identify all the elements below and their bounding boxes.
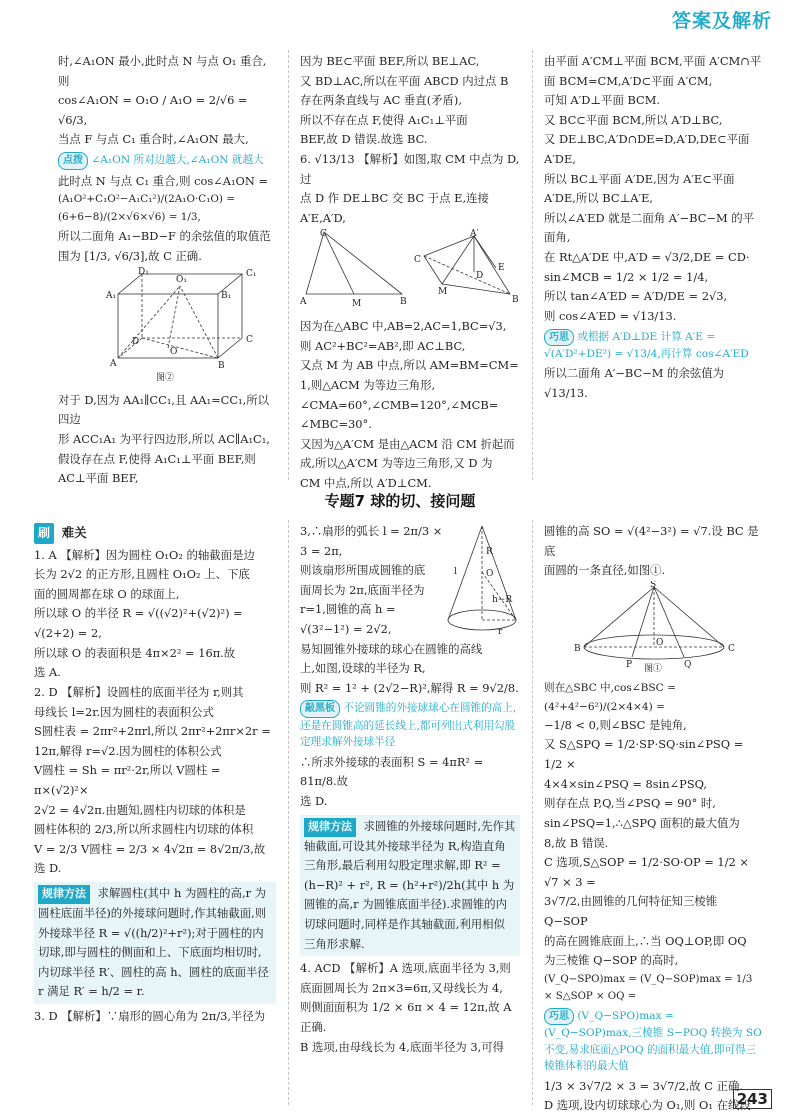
text-line: 又 BD⊥AC,所以在平面 ABCD 内过点 B [300, 73, 509, 88]
text-line: 8,故 B 错误. [544, 835, 609, 850]
text-line: 面 BCM=CM,A′D⊂平面 A′CM, [544, 73, 713, 88]
text-line: 围为 [1/3, √6/3],故 C 正确. [58, 248, 202, 263]
text-line: 为三棱锥 Q−SOP 的高时, [544, 953, 679, 968]
figure-label: C [728, 643, 735, 654]
figure-label: B [218, 361, 225, 372]
top-column-2 [300, 52, 520, 494]
text-line: 则 cos∠A′ED = √13/13. [544, 308, 677, 323]
figure-label: S [650, 580, 657, 590]
text-line: 4×4×sin∠PSQ = 8sin∠PSQ, [544, 776, 708, 791]
figure-label: h−R [492, 595, 513, 605]
text-line: 所以球 O 的表面积是 4π×2² = 16π.故 [34, 645, 236, 660]
text-line: 所以球 O 的半径 R = √((√2)²+(√2)²) = [34, 606, 243, 621]
text-line: BEF,故 D 错误.故选 BC. [300, 132, 428, 147]
text-line: C 选项,S△SOP = 1/2·SO·OP = 1/2 × √7 × 3 = [544, 855, 749, 889]
text-line: 成,所以△A′CM 为等边三角形,又 D 为 [300, 456, 493, 471]
figure-label: O [486, 569, 494, 579]
text-line: 选 A. [34, 665, 61, 680]
rule-box [34, 882, 276, 1004]
text-line: 3. D 【解析】∵扇形的圆心角为 2π/3,半径为 [34, 1008, 266, 1023]
text-line: 2√2 = 4√2π.由题知,圆柱内切球的体积是 [34, 802, 246, 817]
text-line: 则存在点 P,Q,当∠PSQ = 90° 时, [544, 796, 716, 811]
figure-label: D₁ [138, 267, 149, 278]
cone-figure-1 [544, 581, 764, 673]
tip-badge: 巧思 [544, 1008, 574, 1026]
text-line: 3,∴扇形的弧长 l = 2π/3 × [300, 524, 443, 538]
rule-badge: 规律方法 [38, 885, 90, 904]
text-line: 由平面 A′CM⊥平面 BCM,平面 A′CM∩平 [544, 54, 762, 68]
difficulty-header [34, 522, 276, 544]
figure-label: R [486, 547, 493, 557]
text-line: 的高在圆锥底面上,∴当 OQ⊥OP,即 OQ [544, 933, 747, 948]
text-line: 3√7/2,由圆锥的几何特征知三棱锥 Q−SOP [544, 894, 718, 928]
tip-badge: 点拨 [58, 152, 88, 170]
text-line: D 选项,设内切球球心为 O₁,则 O₁ 在线段 [544, 1098, 751, 1113]
lower-column-3 [544, 522, 764, 1116]
figure-label: A [300, 297, 307, 308]
text-line: √(3²−1²) = 2√2, [300, 622, 392, 637]
text-line: sin∠PSQ=1,∴△SPQ 面积的最大值为 [544, 815, 740, 830]
tip-text: ∠A₁ON 所对边越大,∠A₁ON 就越大 [91, 154, 264, 167]
text-line: 3 = 2π, [300, 543, 343, 558]
top-column-1 [58, 52, 276, 489]
text-line: 1. A 【解析】因为圆柱 O₁O₂ 的轴截面是边 [34, 547, 255, 562]
column-divider [532, 50, 533, 480]
text-line: 所以 BC⊥平面 A′DE,因为 A′E⊂平面 [544, 171, 735, 186]
figure-caption: 图① [644, 663, 663, 673]
lower-column-1 [34, 522, 276, 1027]
text-line: 又 BC⊂平面 BCM,所以 A′D⊥BC, [544, 112, 723, 127]
text-line: ∴所求外接球的表面积 S = 4πR² = 81π/8.故 [300, 754, 484, 789]
figure-label: D [476, 271, 484, 282]
text-line: −1/8 < 0,则∠BSC 是钝角, [544, 717, 687, 732]
text-line: 易知圆锥外接球的球心在圆锥的高线 [300, 641, 483, 656]
page-number: 243 [733, 1089, 772, 1109]
figure-label: Q [684, 659, 692, 670]
page-header-title: 答案及解析 [671, 10, 772, 32]
text-line: AC⊥平面 BEF, [58, 471, 139, 486]
text-line: 选 D. [300, 794, 328, 809]
text-line: 形 ACC₁A₁ 为平行四边形,所以 AC∥A₁C₁, [58, 431, 270, 446]
figure-label: C [320, 229, 327, 240]
top-column-3 [544, 52, 764, 404]
column-divider [532, 520, 533, 1105]
text-line: r=1,圆锥的高 h = [300, 602, 396, 617]
fold-figure [300, 228, 520, 310]
text-line: 又因为△A′CM 是由△ACM 沿 CM 折起而 [300, 436, 515, 451]
text-line: 1,则△ACM 为等边三角形, [300, 377, 436, 392]
figure-label: A′ [470, 229, 479, 240]
text-line: 所以二面角 A′−BC−M 的余弦值为 √13/13. [544, 366, 725, 401]
text-line: 所以不存在点 F,使得 A₁C₁⊥平面 [300, 112, 468, 127]
text-line: 此时点 N 与点 C₁ 重合,则 cos∠A₁ON = [58, 173, 268, 188]
text-line: √(2+2) = 2, [34, 626, 102, 641]
text-line: 因为 BE⊂平面 BEF,所以 BE⊥AC, [300, 54, 480, 68]
text-line: V圆柱 = Sh = πr²·2r,所以 V圆柱 = π×(√2)²× [34, 763, 221, 797]
text-line: 对于 D,因为 AA₁∥CC₁,且 AA₁=CC₁,所以四边 [58, 392, 270, 427]
text-line: 1/3 × 3√7/2 × 3 = 3√7/2,故 C 正确. [544, 1078, 743, 1093]
text-line: S圆柱表 = 2πr²+2πrl,所以 2πr²+2πr×2r = [34, 724, 271, 739]
text-line: 6. √13/13 【解析】如图,取 CM 中点为 D,过 [300, 152, 520, 186]
text-line: 因为在△ABC 中,AB=2,AC=1,BC=√3, [300, 319, 507, 334]
figure-label: B [574, 643, 581, 654]
figure-label: r [498, 627, 503, 637]
text-line: A′DE, [544, 152, 576, 167]
text-line: B 选项,由母线长为 4,底面半径为 3,可得 [300, 1039, 505, 1054]
figure-label: B₁ [221, 291, 232, 302]
figure-label: A [110, 359, 117, 370]
figure-label: O₁ [176, 275, 187, 286]
text-line: 又 S△SPQ = 1/2·SP·SQ·sin∠PSQ = 1/2 × [544, 737, 744, 772]
tip-note [544, 1008, 764, 1075]
text-line: 所以二面角 A₁−BD−F 的余弦值的取值范 [58, 228, 271, 243]
text-line: 上,如图,设球的半径为 R, [300, 661, 426, 676]
text-line: 在 Rt△A′DE 中,A′D = √3/2,DE = CD· [544, 250, 750, 265]
cone-figure [442, 522, 524, 640]
column-divider [288, 520, 289, 1105]
figure-label: P [626, 659, 633, 670]
text-line: 则该扇形所围成圆锥的底 [300, 563, 426, 578]
text-line: 长为 2√2 的正方形,且圆柱 O₁O₂ 上、下底 [34, 567, 250, 582]
tip-badge: 巧思 [544, 329, 574, 347]
text-line: 则侧面面积为 1/2 × 6π × 4 = 12π,故 A 正确. [300, 1000, 512, 1035]
text-line: 假设存在点 F,使得 A₁C₁⊥平面 BEF,则 [58, 451, 256, 466]
tip-text: 或根据 A′D⊥DE 计算 A′E = √(A′D²+DE²) = √13/4,再计算 cos∠A′ED [544, 330, 749, 361]
text-line: (V_Q−SPO)max = (V_Q−SOP)max = 1/3 × S△SOP × OQ = [544, 973, 753, 1003]
figure-label: B [512, 295, 519, 306]
lower-column-2 [300, 522, 520, 1057]
figure-label: B [400, 297, 407, 308]
text-line: 圆锥的高 SO = √(4²−3²) = √7.设 BC 是底 [544, 524, 759, 558]
figure-label: l [454, 567, 457, 577]
figure-label: C [414, 255, 421, 266]
cone-block [300, 522, 520, 640]
text-line: 又点 M 为 AB 中点,所以 AM=BM=CM= [300, 358, 519, 373]
section-title: 专题7 球的切、接问题 [324, 492, 476, 510]
rule-text: 求解圆柱(其中 h 为圆柱的高,r 为圆柱底面半径)的外接球问题时,作其轴截面,则外接球半径 R = √((h/2)²+r²);对于圆柱的内切球,即与圆柱的侧面和上、下底面均相切时,内切球半径 R′、圆柱的高 h、圆柱的底面半径 r 满足 R′ = h/2 = r. [38, 885, 269, 999]
text-line: 所以 tan∠A′ED = A′D/DE = 2√3, [544, 289, 728, 304]
text-line: CM 中点,所以 A′D⊥CM. [300, 475, 432, 490]
rule-box [300, 815, 520, 957]
figure-label: O [656, 637, 664, 648]
cube-figure [58, 266, 276, 384]
text-line: 时,∠A₁ON 最小,此时点 N 与点 O₁ 重合,则 [58, 54, 267, 88]
text-line: 面的圆周都在球 O 的球面上, [34, 586, 180, 601]
text-line: 所以∠A′ED 就是二面角 A′−BC−M 的平 [544, 210, 755, 225]
text-line: 面角, [544, 230, 571, 245]
text-line: ∠MBC=30°. [300, 417, 372, 432]
text-line: 4. ACD 【解析】A 选项,底面半径为 3,则 [300, 961, 511, 976]
text-line: 面周长为 2π,底面半径为 [300, 582, 425, 597]
text-line: 则 R² = 1² + (2√2−R)²,解得 R = 9√2/8. [300, 680, 519, 695]
text-line: 则 AC²+BC²=AB²,即 AC⊥BC, [300, 338, 466, 353]
figure-label: M [438, 287, 448, 298]
text-line: 圆柱体积的 2/3,所以所求圆柱内切球的体积 [34, 822, 254, 837]
difficulty-label: 难关 [61, 525, 87, 540]
text-line: 点 D 作 DE⊥BC 交 BC 于点 E,连接 [300, 191, 489, 206]
difficulty-tag: 刷 [34, 523, 54, 544]
figure-label: A₁ [106, 291, 117, 302]
tip-text: (V_Q−SPO)max = (V_Q−SOP)max,三棱锥 S−POQ 转换为 SO 不变,易求底面△POQ 的面积最大值,即可得三棱锥体积的最大值 [544, 1009, 762, 1073]
text-line: (A₁O²+C₁O²−A₁C₁²)/(2A₁O·C₁O) = (6+6−8)/(2×√6×√6) = 1/3, [58, 193, 235, 224]
tip-note [544, 329, 764, 363]
tip-badge: 敲黑板 [300, 700, 340, 718]
tip-note [300, 700, 520, 750]
text-line: sin∠MCB = 1/2 × 1/2 = 1/4, [544, 269, 709, 284]
figure-label: O [170, 347, 178, 358]
text-line: 母线长 l=2r.因为圆柱的表面积公式 [34, 704, 214, 719]
tip-text: 不论圆锥的外接球球心在圆锥的高上,还是在圆锥高的延长线上,都可列出式利用勾股定理求解外接球半径 [300, 702, 517, 749]
tip-note [58, 152, 276, 170]
text-line: 存在两条直线与 AC 垂直(矛盾), [300, 93, 462, 108]
text-line: 面圆的一条直径,如图①. [544, 563, 666, 578]
text-line: 2. D 【解析】设圆柱的底面半径为 r,则其 [34, 684, 244, 699]
rule-badge: 规律方法 [304, 818, 356, 837]
figure-label: E [498, 263, 505, 274]
figure-label: C [246, 335, 253, 346]
text-line: cos∠A₁ON = O₁O / A₁O = 2/√6 = √6/3, [58, 93, 248, 127]
figure-label: M [352, 299, 362, 310]
text-line: ∠CMA=60°,∠CMB=120°,∠MCB= [300, 397, 499, 412]
text-line: 又 DE⊥BC,A′D∩DE=D,A′D,DE⊂平面 [544, 132, 750, 147]
text-line: V = 2/3 V圆柱 = 2/3 × 4√2π = 8√2π/3,故选 D. [34, 841, 266, 876]
text-line: 可知 A′D⊥平面 BCM. [544, 93, 661, 108]
text-line: A′E,A′D, [300, 210, 346, 225]
text-line: A′DE,所以 BC⊥A′E, [544, 191, 654, 206]
text-line: 则在△SBC 中,cos∠BSC = (4²+4²−6²)/(2×4×4) = [544, 682, 677, 713]
figure-label: D [132, 337, 140, 348]
figure-caption: 图② [156, 373, 175, 384]
text-line: 底面圆周长为 2π×3=6π,又母线长为 4, [300, 980, 503, 995]
text-line: 当点 F 与点 C₁ 重合时,∠A₁ON 最大, [58, 132, 249, 147]
rule-text: 求圆锥的外接球问题时,先作其轴截面,可设其外接球半径为 R,构造直角三角形,最后利用勾股定理求解,即 R² = (h−R)² + r², R = (h²+r²)/2h(其中 h 为圆锥的高,r 为圆锥底面半径).求圆锥的内切球问题时,同样是作其轴截面,利用相似三角形求解. [304, 818, 516, 951]
figure-label: C₁ [246, 269, 257, 280]
column-divider [288, 50, 289, 480]
text-line: 12π,解得 r=√2.因为圆柱的体积公式 [34, 743, 222, 758]
